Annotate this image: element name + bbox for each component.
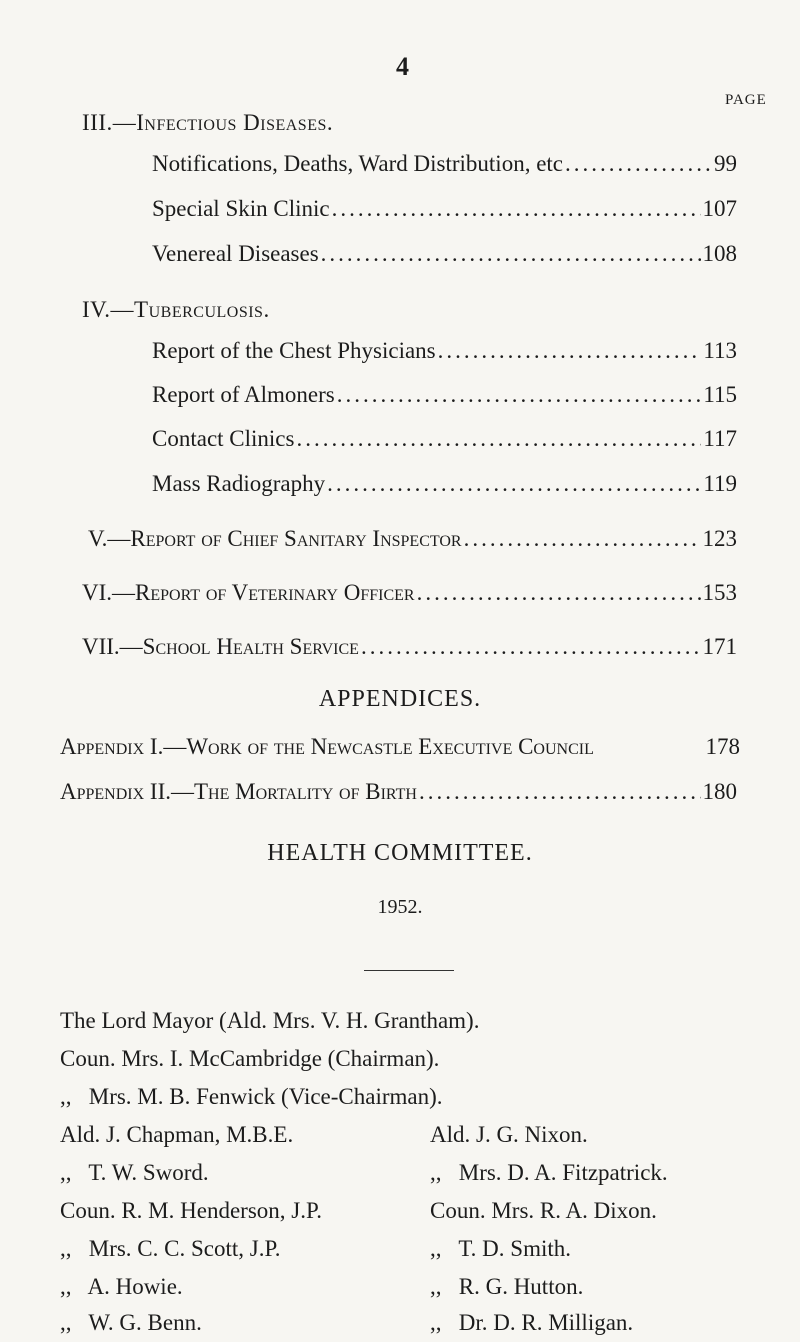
toc-entry-label: Contact Clinics (152, 426, 295, 451)
leader-dots (332, 196, 701, 222)
section-title-tuberculosis: IV.—Tuberculosis. (82, 297, 270, 322)
leader-dots (296, 426, 701, 452)
member-right: Ald. J. G. Nixon. (430, 1122, 588, 1147)
member-left: Coun. R. M. Henderson, J.P. (60, 1198, 322, 1223)
committee-heading: HEALTH COMMITTEE. (267, 840, 533, 866)
leader-dots (361, 634, 701, 660)
toc-entry-page: 123 (702, 526, 737, 551)
member-left: ,, W. G. Benn. (60, 1310, 202, 1335)
member-left: ,, A. Howie. (60, 1274, 183, 1299)
member-right: ,, Mrs. D. A. Fitzpatrick. (430, 1160, 668, 1185)
divider-rule (364, 970, 454, 971)
member-right: ,, R. G. Hutton. (430, 1274, 584, 1299)
toc-entry-page: 108 (702, 241, 737, 266)
leader-dots (417, 580, 701, 606)
leader-dots (419, 779, 701, 805)
toc-entry-page: 180 (702, 779, 737, 804)
page-number: 4 (396, 52, 409, 81)
toc-entry-label: Report of the Chest Physicians (152, 338, 436, 363)
toc-major-entry (82, 634, 737, 660)
toc-entry (152, 151, 737, 177)
toc-entry-page: 153 (702, 580, 737, 605)
member-left: ,, Mrs. C. C. Scott, J.P. (60, 1236, 281, 1261)
leader-dots (321, 241, 701, 267)
toc-entry (152, 338, 737, 364)
toc-entry-page: 119 (703, 471, 737, 496)
appendix-entry (60, 779, 737, 805)
member-left: Ald. J. Chapman, M.B.E. (60, 1122, 294, 1147)
toc-entry-label: Special Skin Clinic (152, 196, 330, 221)
toc-entry-label: Appendix II.—The Mortality of Birth (60, 779, 417, 804)
member-right: Coun. Mrs. R. A. Dixon. (430, 1198, 657, 1223)
toc-entry-page: 117 (703, 426, 737, 451)
toc-entry-page: 107 (702, 196, 737, 221)
toc-entry-page: 171 (702, 634, 737, 659)
toc-entry-label: Appendix I.—Work of the Newcastle Executive Council (60, 734, 594, 759)
toc-entry (152, 426, 737, 452)
toc-entry-label: VI.—Report of Veterinary Officer (82, 580, 415, 605)
leader-dots (565, 151, 712, 177)
leader-dots (438, 338, 702, 364)
committee-line: ,, Mrs. M. B. Fenwick (Vice-Chairman). (60, 1084, 443, 1109)
toc-entry-page: 99 (714, 151, 737, 176)
toc-entry-page: 113 (703, 338, 737, 363)
section-title-infectious-diseases: III.—Infectious Diseases. (82, 110, 334, 135)
toc-entry (152, 471, 737, 497)
committee-line: Coun. Mrs. I. McCambridge (Chairman). (60, 1046, 440, 1071)
committee-line: The Lord Mayor (Ald. Mrs. V. H. Grantham). (60, 1008, 480, 1033)
toc-entry-page: 115 (703, 382, 737, 407)
toc-entry-page: 178 (705, 734, 740, 759)
toc-entry-label: V.—Report of Chief Sanitary Inspector (88, 526, 462, 551)
member-left: ,, T. W. Sword. (60, 1160, 209, 1185)
appendix-entry (60, 734, 740, 760)
leader-dots (337, 382, 702, 408)
appendices-heading: APPENDICES. (318, 686, 482, 712)
committee-year: 1952. (377, 896, 423, 918)
member-right: ,, Dr. D. R. Milligan. (430, 1310, 634, 1335)
leader-dots (464, 526, 701, 552)
toc-major-entry (88, 526, 737, 552)
toc-entry (152, 196, 737, 222)
toc-entry (152, 241, 737, 267)
page-column-header: PAGE (725, 92, 767, 108)
toc-entry-label: Report of Almoners (152, 382, 335, 407)
toc-entry-label: VII.—School Health Service (82, 634, 359, 659)
toc-entry-label: Mass Radiography (152, 471, 326, 496)
toc-major-entry (82, 580, 737, 606)
toc-entry-label: Notifications, Deaths, Ward Distribution, etc (152, 151, 564, 176)
toc-entry-label: Venereal Diseases (152, 241, 319, 266)
leader-dots (327, 471, 701, 497)
member-right: ,, T. D. Smith. (430, 1236, 571, 1261)
toc-entry (152, 382, 737, 408)
